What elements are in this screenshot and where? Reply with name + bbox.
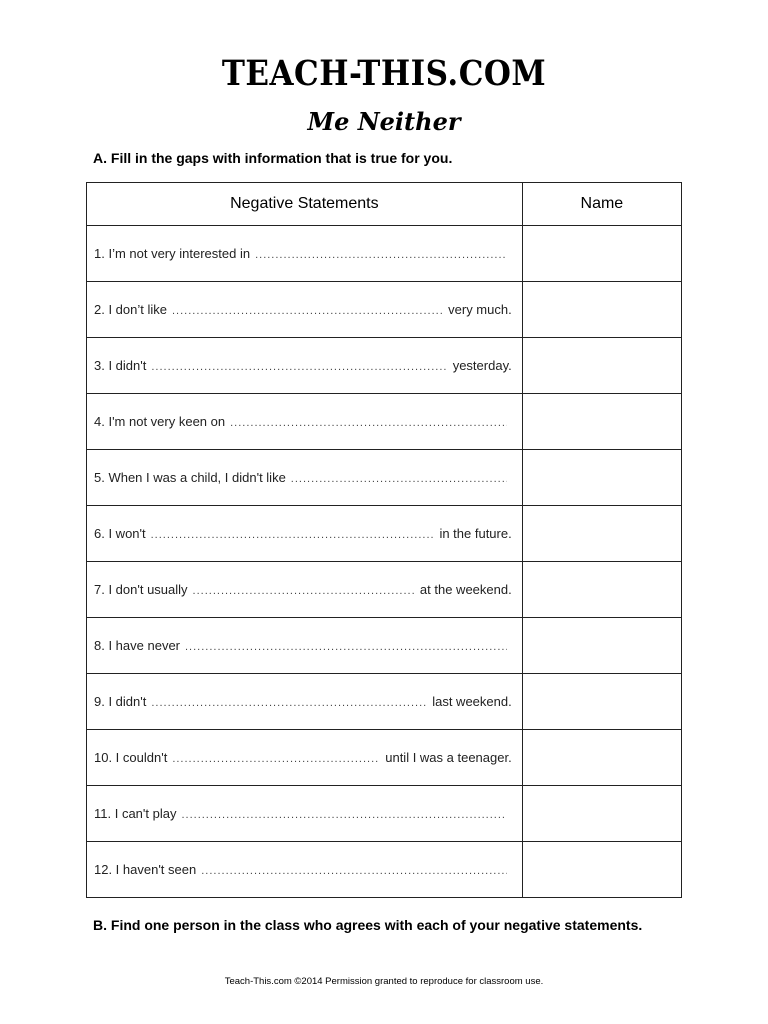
- blank-line[interactable]: [151, 361, 447, 373]
- statement-cell: [87, 338, 523, 394]
- name-cell[interactable]: [522, 282, 681, 338]
- statements-table: [86, 182, 682, 898]
- statement-cell: [87, 730, 523, 786]
- statement-cell: [87, 674, 523, 730]
- header-negative-statements: Negative Statements: [87, 183, 523, 226]
- name-cell[interactable]: [522, 338, 681, 394]
- statement-text: 10. I couldn't: [94, 750, 168, 765]
- name-cell[interactable]: [522, 674, 681, 730]
- statement-ending: very much.: [448, 302, 512, 317]
- statement-cell: [87, 450, 523, 506]
- name-cell[interactable]: [522, 842, 681, 898]
- worksheet-title: Me Neither: [307, 107, 461, 136]
- statement-cell: [87, 506, 523, 562]
- blank-line[interactable]: [151, 697, 427, 709]
- statement-text: 8. I have never: [94, 638, 180, 653]
- statement-ending: in the future.: [439, 526, 512, 541]
- statement-cell: [87, 282, 523, 338]
- section-b-instruction: B. Find one person in the class who agrees with each of your negative statements.: [93, 917, 643, 933]
- statement-ending: at the weekend.: [419, 582, 512, 597]
- statement-cell: [87, 842, 523, 898]
- blank-line[interactable]: [181, 809, 506, 821]
- statement-cell: [87, 394, 523, 450]
- name-cell[interactable]: [522, 618, 681, 674]
- table-header-row: [87, 183, 682, 226]
- statement-text: 6. I won't: [94, 526, 146, 541]
- table-row: [87, 506, 682, 562]
- statement-text: 1. I’m not very interested in: [94, 246, 251, 261]
- site-title: TEACH-THIS.COM: [221, 53, 547, 95]
- copyright-footer: Teach-This.com ©2014 Permission granted to reproduce for classroom use.: [224, 976, 544, 987]
- table-row: [87, 674, 682, 730]
- blank-line[interactable]: [172, 753, 380, 765]
- statement-ending: yesterday.: [452, 358, 512, 373]
- table-row: [87, 394, 682, 450]
- name-cell[interactable]: [522, 450, 681, 506]
- table-row: [87, 450, 682, 506]
- statement-text: 2. I don’t like: [94, 302, 167, 317]
- statement-ending: last weekend.: [432, 694, 512, 709]
- blank-line[interactable]: [201, 865, 506, 877]
- blank-line[interactable]: [230, 417, 507, 429]
- statement-text: 4. I'm not very keen on: [94, 414, 226, 429]
- table-row: [87, 562, 682, 618]
- statement-cell: [87, 226, 523, 282]
- statement-cell: [87, 618, 523, 674]
- name-cell[interactable]: [522, 506, 681, 562]
- name-cell[interactable]: [522, 394, 681, 450]
- blank-line[interactable]: [291, 473, 507, 485]
- name-cell[interactable]: [522, 562, 681, 618]
- blank-line[interactable]: [172, 305, 443, 317]
- table-row: [87, 618, 682, 674]
- statement-ending: until I was a teenager.: [385, 750, 512, 765]
- table-row: [87, 338, 682, 394]
- blank-line[interactable]: [255, 249, 507, 261]
- header-name: Name: [522, 183, 681, 226]
- blank-line[interactable]: [151, 529, 435, 541]
- table-row: [87, 842, 682, 898]
- statement-text: 9. I didn't: [94, 694, 147, 709]
- statement-cell: [87, 562, 523, 618]
- statement-text: 12. I haven't seen: [94, 862, 197, 877]
- name-cell[interactable]: [522, 786, 681, 842]
- blank-line[interactable]: [185, 641, 507, 653]
- table-row: [87, 282, 682, 338]
- blank-line[interactable]: [193, 585, 415, 597]
- table-row: [87, 730, 682, 786]
- statement-text: 7. I don't usually: [94, 582, 188, 597]
- statement-cell: [87, 786, 523, 842]
- statement-text: 3. I didn't: [94, 358, 147, 373]
- table-row: [87, 226, 682, 282]
- section-a-instruction: A. Fill in the gaps with information that is true for you.: [93, 150, 453, 166]
- name-cell[interactable]: [522, 730, 681, 786]
- statement-text: 11. I can't play: [94, 806, 177, 821]
- table-row: [87, 786, 682, 842]
- statement-text: 5. When I was a child, I didn't like: [94, 470, 286, 485]
- name-cell[interactable]: [522, 226, 681, 282]
